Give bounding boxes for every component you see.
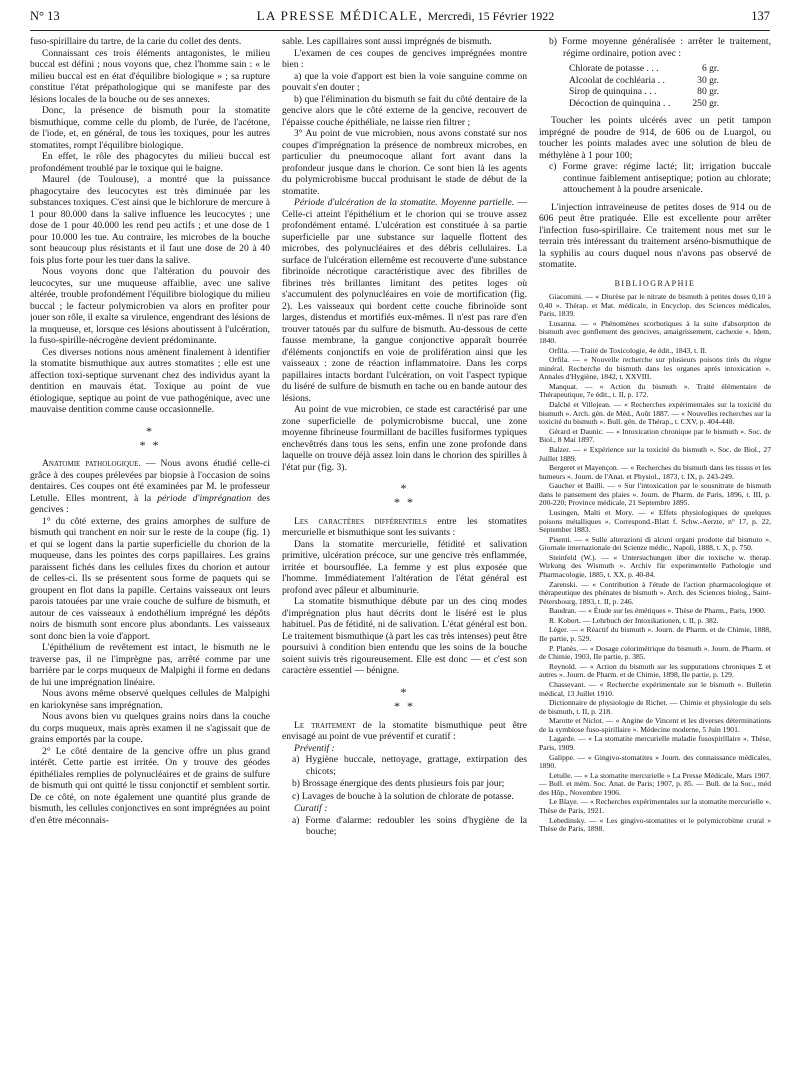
- bibliography-entry: Zarenski. — « Contribution à l'étude de l'action pharmacologique et thérapeutique des phénates de bismuth ». Arch. des Sciences biolog., Saint-Pétersbourg, 1893, t. II, p. 246.: [539, 579, 771, 606]
- paragraph: L'injection intraveineuse de petites doses de 914 ou de 606 peut être pratiquée. Elle est excellente pour arrêter l'infection fuso-spirillaire. Ce traitement nous met sur le terrain très intéressant du traitement arséno-bismuthique de la syphilis au cours duquel nous n'avons pas observé de stomatite.: [539, 201, 771, 270]
- column-2: [282, 36, 527, 1076]
- paragraph: Nous avons bien vu quelques grains noirs dans la couche du corps muqueux, mais après examen il ne s'agissait que de grains emportés par la coupe.: [30, 711, 270, 746]
- bibliography-entry: Gérard et Daunic. — « Intoxication chronique par le bismuth ». Soc. de Biol., 8 Mai 1897.: [539, 426, 771, 445]
- anat-paragraph: [30, 458, 270, 516]
- diff-rest: entre les stomatites mercurielle et bismuthique sont les suivants :: [282, 515, 527, 539]
- bibliography-entry: Pisenti. — « Sulle alterazioni di alcuni organi prodotte dal bismuto ». Giornale internazionale dei Scienze médic., Napoli, 1888, t. X, p. 750.: [539, 534, 771, 553]
- running-title: [257, 8, 555, 24]
- diff-heading: Les caractères différentiels: [294, 515, 427, 527]
- paragraph: sable. Les capillaires sont aussi imprégnés de bismuth.: [282, 36, 492, 47]
- anat-ital: période d'imprégnation: [157, 492, 252, 504]
- column-3: [539, 36, 771, 1076]
- paragraph: Maurel (de Toulouse), a montré que la puissance phagocytaire des leucocytes est très diminuée par les substances toxiques. C'est ainsi que le bichlorure de mercure à 1 pour 80.000 dans la salive influence les leucocytes ; une dose de 1 pour 40.000 les rend peu actifs ; et une dose de 1 pour 10.000 les tue. Au contraire, les microbes de la bouche sont beaucoup plus résistants et il faut une dose de 20 à 40 fois plus forte pour les tuer dans la salive.: [30, 174, 270, 266]
- bibliography-title: BIBLIOGRAPHIE: [614, 278, 696, 288]
- list-item: c) Forme grave: régime lacté; lit; irrigation buccale continue faiblement antiseptique; potion au chlorate; attouchement à la poudre arsenicale.: [549, 161, 771, 195]
- bibliography-entry: Lusingen, Malti et Mory. — « Effets physiologiques de quelques poisons métalliques ». Correspond.-Blatt f. Schw.-Aerzte, n° 17, p. 22, September 1883.: [539, 507, 771, 535]
- trait-heading: Le traitement: [294, 719, 356, 731]
- paragraph: 3° Au point de vue microbien, nous avons constaté sur nos coupes d'imprégnation la présence de nombreux microbes, en particulier du pneumocoque allant fort avant dans la profondeur jusque dans le chorion. Ce sont bien là les agents du polymicrobisme buccal produisant le stade de début de la stomatite.: [282, 128, 527, 197]
- list-item: a) Hygiène buccale, nettoyage, grattage, extirpation des chicots;: [292, 754, 527, 777]
- paragraph: Nous voyons donc que l'altération du pouvoir des leucocytes, sur une muqueuse affaiblie, avec une salive altérée, trouble profondément l'équilibre biologique du milieu buccal ; le facteur polymicrobien va alors en profiter pour jouer son rôle, il exalte sa virulence, engendrant des lésions de la muqueuse, et, lorsque ces lésions aboutissent à l'ulcération, la fuso-spirille-nécrogène devient prédominante.: [30, 266, 270, 346]
- recipe-row: [569, 98, 719, 110]
- paragraph: Toucher les points ulcérés avec un petit tampon imprégné de poudre de 914, de 606 ou de Luargol, ou toucher les points malades avec une solution de bleu de méthylène à 1 pour 100;: [539, 115, 771, 161]
- list-item: b) que l'élimination du bismuth se fait du côté dentaire de la gencive alors que le côté externe de la gencive, recouvert de l'épaisse couche épithéliale, ne laisse rien filtrer ;: [282, 93, 527, 128]
- bibliography-entry: Lagarde. — « La stomatite mercurielle maladie fusospirillaire ». Thèse, Paris, 1909.: [539, 734, 771, 752]
- recipe-qty: 30 gr.: [697, 74, 719, 86]
- paragraph: Au point de vue microbien, ce stade est caractérisé par une zone superficielle de polymicrobisme buccal, une zone moyenne fibrineuse fourmillant de bacilles fusiformes typiques enchevêtrés dans tous les sens, enfin une zone profonde dans laquelle on trouve déjà assez loin dans le chorion des spirilles à l'état pur (fig. 3).: [282, 404, 527, 473]
- ulceration-text: — Celle-ci atteint l'épithélium et le chorion qui se trouve assez profondément entamé. L'ulcération est constituée à sa partie superficielle par une substance sur laquelle flottent des microbes, des polynucléaires et des débris cellulaires. La surface de l'ulcération ellemême est recouverte d'une substance fibrinoïde nécrotique caractéristique avec des fibrilles de fibrines très brillantes limitant des petites loges où s'accumulent des polynucléaires en voie de mortification (fig. 2). Les vaisseaux qui bordent cette couche fibrinoïde sont larges, distendus et mortifiés eux-mêmes. Il n'est pas rare d'en trouver tatoués par du sulfure de bismuth. Au-dessous de cette fausse membrane, la gangue conjonctive apparaît bourrée d'éléments conjonctifs en voie de prolifération ainsi que les vaisseaux : zone de réaction inflammatoire. Dans les corps papillaires intacts bordant l'ulcération, on voit l'aspect typique du liséré de sulfure de bismuth en tache ou en bande autour des lésions.: [282, 197, 527, 404]
- list-item: a) que la voie d'apport est bien la voie sanguine comme on pouvait s'en douter ;: [282, 70, 527, 93]
- trait-rest: de la stomatite bismuthique peut être envisagé au point de vue préventif et curatif :: [282, 719, 527, 743]
- section-separator: * * *: [139, 423, 161, 452]
- recipe-qty: 250 gr.: [692, 97, 719, 109]
- bibliography-entry: Le Blaye. — « Recherches expérimentales sur la stomatite mercurielle ». Thèse de Paris, 1921.: [539, 797, 771, 816]
- list-item: b) Brossage énergique des dents plusieurs fois par jour;: [292, 778, 505, 790]
- anat-intro: — Nous avons étudié celle-ci grâce à des coupes prélevées par biopsie à l'occasion de soins dentaires. Ces coupes ont été examinées par M. le professeur Letulle. Elles montrent, à la: [30, 458, 270, 504]
- bibliography-entry: Letulle. — « La stomatite mercurielle » La Presse Médicale, Mars 1907. — Bull. et mém. Soc. Anat. de Paris; 1907, p. 85. — Bull. de la Soc., méd des Hôp., Novembre 1906.: [539, 770, 771, 797]
- bibliography-entry: P. Planès. — « Dosage colorimétrique du bismuth ». Journ. de Pharm. et de Chimie, 1903, IIe partie, p. 385.: [539, 643, 771, 662]
- bibliography-entry: Lusanna. — « Phénomènes scorbutiques à la suite d'absorption de bismuth avec gonflement des gencives, amaigrissement, cachexie ». Idem, 1840.: [539, 318, 771, 345]
- bibliography-entry: Orfila. — « Nouvelle recherche sur plusieurs poisons tirés du règne minéral. Recherche du bismuth dans les organes après intoxication ». Annales d'Hygiène, 1842, t. XXVIII.: [539, 355, 771, 382]
- paragraph: Connaissant ces trois éléments antagonistes, le milieu buccal est défini ; nous voyons que, chez l'homme sain : « le milieu buccal est en état d'équilibre biologique » ; sa rupture constitue l'état prépathologique qui se manifeste par des lésions locales de la bouche ou de ses annexes.: [30, 47, 270, 105]
- recipe-qty: 80 gr.: [697, 86, 719, 97]
- paragraph: fuso-spirillaire du tartre, de la carie du collet des dents.: [30, 36, 242, 47]
- trait-paragraph: [282, 720, 527, 743]
- recipe-row: [569, 63, 719, 75]
- list-item: b) Forme moyenne généralisée : arrêter le traitement, régime ordinaire, potion avec :: [549, 36, 771, 59]
- bibliography: [539, 293, 771, 834]
- paragraph: En effet, le rôle des phagocytes du milieu buccal est profondément troublé par le toxique qui le baigne.: [30, 151, 270, 174]
- anat-rest: des gencives :: [30, 492, 270, 516]
- paragraph: 1° du côté externe, des grains amorphes de sulfure de bismuth qui tranchent en noir sur le reste de la coupe (fig. 1) et qui se logent dans la partie superficielle du chorion de la muqueuse, dans les pointes des corps papillaires. Les grains paraissent fichés dans les cellules fixes du chorion et autour de celles-ci. Ils se présentent sous forme de paquets qui se groupent en flot dans la papille. Certains vaisseaux ont leurs parois tatouées par une vraie couche de sulfure de bismuth, et autour de ces vaisseaux à endothélium imprégné les dépôts noirs de bismuth sont encore plus abondants. Les vaisseaux sont donc bien la voie d'apport.: [30, 515, 270, 642]
- paragraph: L'épithélium de revêtement est intact, le bismuth ne le traverse pas, il ne l'imprègne pas, arrêté comme par une barrière par le corps muqueux de Malpighi il forme en dedans de lui une imprégnation linéaire.: [30, 642, 270, 688]
- section-separator: * * *: [394, 481, 415, 510]
- bibliography-entry: R. Kobert. — Lehrbuch der Intoxikationen, t. II, p. 382.: [549, 615, 719, 625]
- ulceration-paragraph: [282, 197, 527, 404]
- recipe-row: [569, 86, 719, 98]
- paragraph: La stomatite bismuthique débute par un des cinq modes d'imprégnation plus haut décrits dont le liséré est le plus habituel. Pas de fétidité, ni de salivation. L'état général est bon. Le traitement bismuthique (à part les cas très intenses) peut être poursuivi à condition bien entendu que les soins de la bouche soient suivis très rigoureusement. Elle est donc — et c'est son caractère essentiel — bénigne.: [282, 596, 527, 677]
- bibliography-entry: Galippe. — « Gingivo-stomatites » Journ. des connaissance médicales, 1890.: [539, 752, 771, 771]
- bibliography-entry: Reynold. — « Action du bismuth sur les suppurations chroniques Σ et autres ». Journ. de Pharm. et de Chimie, 1898, IIe partie, p. 129.: [539, 661, 771, 680]
- paragraph: 2° Le côté dentaire de la gencive offre un plus grand intérêt. Cette partie est irritée. On y trouve des géodes épithéliales remplies de polynucléaires et de grains de sulfure de bismuth qui ont quitté le tissu conjonctif et semblent sortir. De ce côté, on note également une quantité plus grande de bismuth, les cellules conjonctives en sont imprégnées au point d'en être méconnais-: [30, 745, 270, 826]
- curatif-list-cont: [549, 36, 771, 59]
- paragraph: L'examen de ces coupes de gencives imprégnées montre bien :: [282, 47, 527, 70]
- bibliography-entry: Giacomini. — « Diurèse par le nitrate de bismuth à petites doses 0,10 à 0,40 ». Thérap. et Mat. médicale, in Encyclop. des Sciences médicales, Paris, 1839.: [539, 292, 771, 319]
- recipe-item: Alcoolat de cochléaria . .: [569, 74, 665, 86]
- journal-name: LA PRESSE MÉDICALE,: [256, 8, 423, 23]
- bibliography-entry: Orfila. — Traité de Toxicologie, 4e édit., 1843, t. II.: [549, 345, 707, 355]
- paragraph: Nous avons même observé quelques cellules de Malpighi en kariokynèse sans imprégnation.: [30, 688, 270, 711]
- paragraph: Ces diverses notions nous amènent finalement à identifier la stomatite bismuthique aux autres stomatites ; elle est une affection toxi-septique survenant chez des individus ayant la dentition en mauvais état. Toxique au point de vue étiologique, septique au point de vue pathogénique, avec une mauvaise dentition comme cause occasionnelle.: [30, 346, 270, 415]
- preventif-label: Préventif :: [294, 742, 335, 754]
- list-item: a) Forme d'alarme: redoubler les soins d'hygiène de la bouche;: [292, 814, 527, 838]
- bibliography-entry: Steinfeld (W.). — « Untersuchungen über die toxische w. therap. Wirkung des Wismuth ». Archiv für experimentelle Pathologie und Pharmacologie, 1885, t. XX, p. 40-84.: [539, 552, 771, 580]
- bibliography-entry: Bergeret et Mayençon. — « Recherches du bismuth dans les tissus et les humeurs ». Journ. de l'Anat. et Physiol., 1873, t. IX, p. 243-249.: [539, 463, 771, 481]
- bibliography-entry: Balzer. — « Expérience sur la toxicité du bismuth ». Soc. de Biol., 27 Juillet 1889.: [539, 444, 771, 463]
- bibliography-entry: Marotte et Niclot. — « Angine de Vincent et les diverses déterminations de la symbiose fuso-spirillaire ». Médecine moderne, 5 Juin 1901.: [539, 716, 771, 734]
- curatif-list-cont2: [549, 161, 771, 196]
- recipe-item: Sirop de quinquina . . .: [569, 86, 657, 97]
- bibliography-entry: Baudran. — « Étude sur les émétiques ». Thèse de Pharm., Paris, 1900.: [549, 606, 766, 616]
- bibliography-entry: Chassevant. — « Recherche expérimentale sur le bismuth ». Bulletin médical, 13 Juillet 1910.: [539, 679, 771, 698]
- recipe-row: [569, 75, 719, 87]
- issue-date: Mercredi, 15 Février 1922: [427, 9, 555, 23]
- bibliography-entry: Dictionnaire de physiologie de Richet. — Chimie et physiologie du sels de bismuth, t. II, p. 218.: [539, 698, 771, 716]
- section-separator: * * *: [394, 684, 415, 714]
- recipe-qty: 6 gr.: [701, 63, 719, 74]
- page-number: 137: [751, 9, 770, 23]
- anat-heading: Anatomie pathologique.: [42, 458, 141, 470]
- ulceration-heading: Période d'ulcération de la stomatite. Moyenne partielle.: [294, 197, 515, 208]
- diff-paragraph: [282, 516, 527, 539]
- recipe-item: Décoction de quinquina . .: [569, 97, 671, 109]
- bibliography-entry: Manquat. — « Action du bismuth ». Traité élémentaire de Thérapeutique, 7e édit., t. II, p. 172.: [539, 381, 771, 400]
- issue-number: N° 13: [30, 9, 60, 23]
- bibliography-entry: Gaucher et Bailli. — « Sur l'intoxication par le sousnitrate de bismuth dans le pansement des plaies ». Journ. de Pharm. de Paris, 1896, t. III, p. 200-220; Province médicale, 21 Septembre 1895.: [539, 481, 771, 508]
- curatif-list: [292, 815, 527, 838]
- curatif-label: Curatif :: [294, 803, 328, 815]
- preventif-list: [292, 754, 527, 802]
- paragraph: Donc, la présence de bismuth pour la stomatite bismuthique, comme celle du plomb, de l'urée, de l'acétone, de l'iode, et, en général, de tous les toxiques, pour les autres stomatites, rompt l'équilibre biologique.: [30, 105, 270, 151]
- bibliography-entry: Léger. — « Réactif du bismuth ». Journ. de Pharm. et de Chimie, 1888, IIe partie, p. 529.: [539, 625, 771, 644]
- bibliography-entry: Lebedinsky. — « Les gingivo-stomatites et le polymicrobime crural » Thèse de Paris, 1898.: [539, 815, 771, 834]
- list-item: c) Lavages de bouche à la solution de chlorate de potasse.: [292, 790, 514, 802]
- recipe-table: [569, 63, 719, 109]
- recipe-item: Chlorate de potasse . . .: [569, 63, 659, 74]
- bibliography-entry: Dalché et Villejean. — « Recherches expérimentales sur la toxicité du bismuth ». Arch. gén. de Méd., Août 1887. — « Nouvelles recherches sur la toxicité du bismuth ». Bull. gén. de Thérap., t. CXV, p. 404-448.: [539, 400, 771, 427]
- page-header: [30, 8, 770, 31]
- paragraph: Dans la stomatite mercurielle, fétidité et salivation primitive, ulcération précoce, sur une gencive très enflammée, irritée et boursouflée. La femme y est plus exposée que l'homme. Immédiatement l'altération de l'état général est profond avec pâleur et albuminurie.: [282, 538, 527, 596]
- column-1: [30, 36, 270, 1076]
